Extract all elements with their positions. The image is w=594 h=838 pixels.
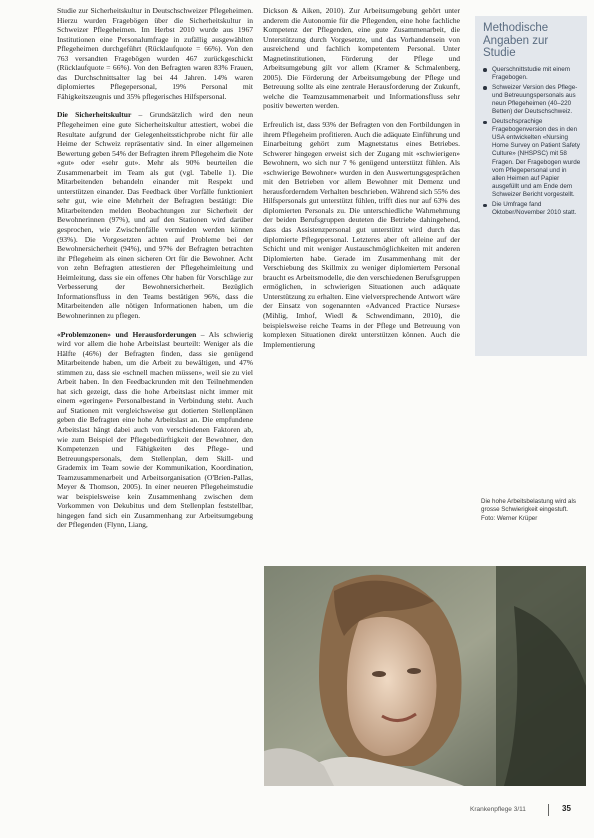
paragraph-study-intro: Studie zur Sicherheitskultur in Deutschschweizer Pflegeheimen. Hierzu wurden Fragebögen über die Sicherheitskultur in Schweizer Pflegeheimen. Im Herbst 2010 wurde aus 1967 Institutionen eine Personalumfrage in zufällig ausgewählten Pflegeheimen durchgeführt (Rücklaufquote = 66%). Von den 763 versandten Fragebögen wurden 467 zurückgeschickt (Rücklaufquote = 66%). Von den Befragten waren 83% Frauen, das Durchschnittsalter lag bei 44 Jahren. 14% waren diplomiertes Pflegepersonal, 19% Personal mit Fähigkeitszeugnis und 35% pflegerisches Hilfspersonal. <box>57 6 253 101</box>
methodology-sidebar <box>475 16 587 356</box>
footer-journal-name: Krankenpflege 3/11 <box>470 806 526 813</box>
paragraph-work-environment: Dickson & Aiken, 2010). Zur Arbeitsumgebung gehört unter anderem die Autonomie für die Pflegenden, eine hohe fachliche Kompetenz der Pflegenden, eine gute Zusammenarbeit, die Unterstützung durch Vorgesetzte, und das Vorhandensein von ausreichend und fachlich kompetentem Personal. Unter Magnetinstitutionen, Förderung der Pflege und Arbeitsumgebung gilt vor allem (Kramer & Schmalenberg, 2005). Die Förderung der Arbeitsumgebung der Pflege und Betreuung sollte als eine zentrale Herausforderung der Zukunft, welche die Teamzusammenarbeit und Informationsfluss sehr positiv bewerten werden. <box>263 6 460 111</box>
sidebar-title: Methodische Angaben zur Studie <box>483 22 549 59</box>
photo-illustration <box>264 566 586 786</box>
subheading-problem-zones: «Problemzonen» und Herausforderungen <box>57 329 197 339</box>
photo-credit: Foto: Werner Krüper <box>481 515 538 522</box>
paragraph-training: Erfreulich ist, dass 93% der Befragten von den Fortbildungen in ihrem Pflegeheim profitieren. Auch die adäquate Einführung und Einarbeitung gehört zum Magnetstatus eines Betriebes. Schwerer hingegen erweist sich der Zugang mit «schwierigen» Bewohnern, wo sich nur 7 % genügend unterstützt fühlen. Als «schwierige Bewohner» wurden in den Auswertungsgesprächen mit den Betrieben vor allem Bewohner mit Demenz und herausforderndem Verhalten beschrieben. Während sich 55% des Hilfspersonals gut unterstützt fühlen, trifft dies nur auf 63% des diplomierten Personals zu. Die unterschiedliche Wahrnehmung der beiden Berufsgruppen deuteten die Betriebe dahingehend, dass das Assistenzpersonal gut unterstützt wird durch das diplomierte Pflegepersonal. Letzteres aber oft alleine auf der Schicht und mit weniger Austauschmöglichkeiten mit anderen Diplomierten habe. Gerade im Zusammenhang mit der Verschiebung des Skillmix zu weniger diplomiertem Personal braucht es Arbeitsmodelle, die den verschiedenen Berufsgruppen ermöglichen, in schwierigen Situationen auch adäquate Unterstützung zu erhalten. Eine vielversprechende Antwort wäre der Einsatz von sogenannten «Advanced Practice Nurses» (Mihlig, Imhof, Wiedl & Schwendimann, 2010), die beispielsweise reiche Teams in der Pflege und Betreuung von komplexen Situationen direkt unterstützen können. Auch die Implementierung <box>263 120 460 349</box>
caption-text: Die hohe Arbeitsbelastung wird als grosse Schwierigkeit eingestuft. <box>481 498 576 513</box>
sidebar-list <box>475 66 587 218</box>
sidebar-list-item: Querschnittstudie mit einem Fragebogen. <box>483 66 581 82</box>
article-column-left <box>57 6 253 784</box>
bullet-icon <box>483 68 487 72</box>
subheading-safety-culture: Die Sicherheitskultur <box>57 110 132 120</box>
photo-caption <box>481 498 585 523</box>
page-number: 35 <box>562 804 571 813</box>
bullet-icon <box>483 86 487 90</box>
sidebar-list-item: Schweizer Version des Pflege- und Betreuungspersonals aus neun Pflegeheimen (40–220 Betten) der Deutschschweiz. <box>483 84 581 116</box>
sidebar-list-item: Die Umfrage fand Oktober/November 2010 statt. <box>483 201 581 217</box>
footer-divider <box>548 804 549 816</box>
paragraph-problem-zones: «Problemzonen» und Herausforderungen – Als schwierig wird vor allem die hohe Arbeitslast beurteilt: Weniger als die Hälfte (46%) der Befragten finden, dass sie genügend Mitarbeitende haben, um die Arbeit zu bewältigen, und 47% stimmen zu, dass sie «schnell machen müssen», weil sie zu viel Arbeit haben. In den Feedbackrunden mit den Teilnehmenden hat sich gezeigt, dass die hohe Arbeitslast nicht immer mit einem «geringen» Personalbestand in Verbindung steht. Auch auf Stationen mit vergleichsweise gut dotierten Stellenplänen geben die Befragten eine hohe Arbeitslast an. Die empfundene Arbeitslast hängt dabei auch von verschiedenen Faktoren ab, wie zum Beispiel der Pflegebedürftigkeit der Bewohner, den Kompetenzen und Fähigkeiten des Pflege- und Betreuungspersonals, dem Stellenplan, dem Skill- und Grademix im Team sowie der Kommunikation, Koordination, Teamzusammenarbeit und Arbeitsorganisation (O'Brien-Pallas, Meyer & Thomson, 2005). In einer neueren Pflegeheimstudie war beispielsweise kein Zusammenhang zwischen dem Vorkommen von Dekubitus und dem Stellenplan feststellbar, hingegen fand sich ein Zusammenhang zur Arbeitsumgebung der Pflegenden (Flynn, Liang, <box>57 329 253 530</box>
article-column-middle <box>263 6 460 556</box>
sidebar-list-item: Deutschsprachige Fragebogenversion des in den USA entwickelten «Nursing Home Survey on Patient Safety Culture» (NHSPSC) mit 58 Fragen. Der Fragebogen wurde vom Pflegepersonal und in allen Heimen auf Papier ausgefüllt und am Ende dem Schweizer Bericht vorgestellt. <box>483 118 581 199</box>
paragraph-safety-culture: Die Sicherheitskultur – Grundsätzlich wird den neun Pflegeheimen eine gute Sicherheitskultur attestiert, wobei die Resultate aufgrund der Gelegenheitsstichprobe nicht für alle Heime der Schweiz repräsentativ sind. In einer allgemeinen Bewertung geben 54% der Befragten ihrem Pflegeheim die Note «gut» oder «sehr gut». Mehr als 90% beurteilen die Zusammenarbeit im Team als gut (vgl. Tabelle 1). Die Mitarbeitenden behandeln einander mit Respekt und unterstützen einander. Das Feedback über Vorfälle funktioniert sehr gut, wie eine Mehrheit der Befragten bestätigt: Die Mitarbeitenden melden Beobachtungen zur Sicherheit der Bewohnerinnen (97%), und auf den Stationen wird darüber gesprochen, wie Zwischenfälle vermieden werden können (93%). Die Vorgesetzten achten auf Probleme bei der Bewohnersicherheit (94%), und 97% der Befragten betrachten ihr Pflegeheim als einen sicheren Ort für die Bewohner. Acht von zehn Befragten attestieren der Pflegeheimleitung und Heimleitung, dass sie ein offenes Ohr haben für Vorschläge zur Verbesserung der Bewohnersicherheit. Bezüglich Informationsfluss in den Teams bestätigen 96%, dass die Mitarbeitenden alle nötigen Informationen haben, um die Bewohnerinnen zu pflegen. <box>57 110 253 320</box>
bullet-icon <box>483 121 487 125</box>
article-photo <box>264 566 586 786</box>
bullet-icon <box>483 204 487 208</box>
